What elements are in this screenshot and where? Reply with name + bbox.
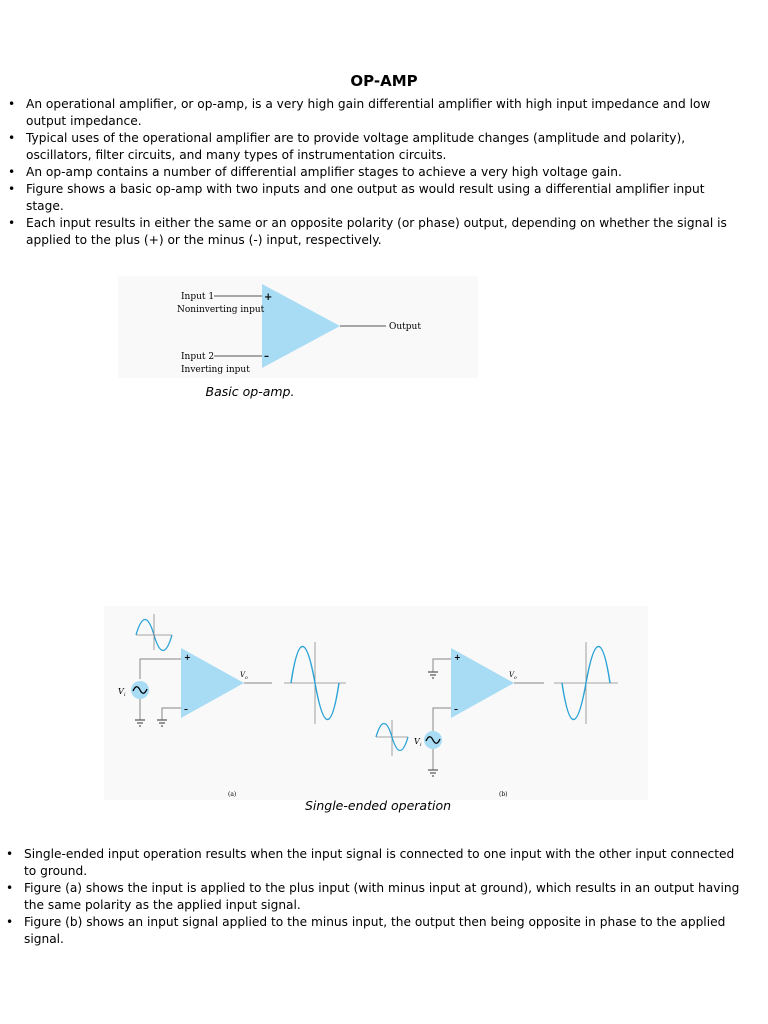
list-item: • Typical uses of the operational amplifier are to provide voltage amplitude changes (amplitude and polarity), oscillators, filter circuits, and many types of instrumentation circuits. xyxy=(6,130,746,164)
figure2-caption: Single-ended operation xyxy=(304,798,452,813)
plus-sign-b: + xyxy=(454,652,461,662)
output-label: Output xyxy=(389,322,421,332)
list-item: • Each input results in either the same or an opposite polarity (or phase) output, depending on whether the signal is applied to the plus (+) or the minus (-) input, respectively. xyxy=(6,215,746,249)
plus-sign-a: + xyxy=(184,652,191,662)
vo-label-a: V xyxy=(240,671,246,679)
vo-subscript-a: o xyxy=(245,676,248,681)
list-item: • Figure (b) shows an input signal applied to the minus input, the output then being opposite in phase to the applied signal. xyxy=(4,914,744,948)
input1-label: Input 1 xyxy=(181,292,215,302)
label-a: (a) xyxy=(228,791,237,798)
list-item: • An operational amplifier, or op-amp, is a very high gain differential amplifier with high input impedance and low output impedance. xyxy=(6,96,746,130)
vi-label: V xyxy=(118,687,124,696)
list-item: • An op-amp contains a number of differential amplifier stages to achieve a very high voltage gain. xyxy=(6,164,746,181)
basic-opamp-figure xyxy=(118,276,478,378)
list-item: • Figure shows a basic op-amp with two inputs and one output as would result using a differential amplifier input stage. xyxy=(6,181,746,215)
vi-subscript-b: i xyxy=(420,742,422,748)
noninverting-label: Noninverting input xyxy=(177,305,265,315)
minus-sign-a: – xyxy=(184,704,188,714)
minus-sign-b: – xyxy=(454,704,458,714)
list-item: • Single-ended input operation results when the input signal is connected to one input with the other input connected to ground. xyxy=(4,846,744,880)
vi-label-b: V xyxy=(414,737,420,746)
label-b: (b) xyxy=(499,791,508,798)
vi-subscript: i xyxy=(124,692,126,698)
figure1-caption: Basic op-amp. xyxy=(205,384,295,399)
vo-label-b: V xyxy=(509,671,515,679)
inverting-label: Inverting input xyxy=(181,365,250,375)
single-ended-figure xyxy=(104,606,648,800)
page-title: OP-AMP xyxy=(350,72,418,90)
vo-subscript-b: o xyxy=(514,676,517,681)
input2-label: Input 2 xyxy=(181,352,215,362)
bottom-bullet-list xyxy=(4,846,744,948)
list-item: • Figure (a) shows the input is applied to the plus input (with minus input at ground), which results in an output having the same polarity as the applied input signal. xyxy=(4,880,744,914)
plus-sign: + xyxy=(264,292,273,303)
minus-sign: – xyxy=(264,351,269,362)
intro-bullet-list xyxy=(6,96,746,249)
